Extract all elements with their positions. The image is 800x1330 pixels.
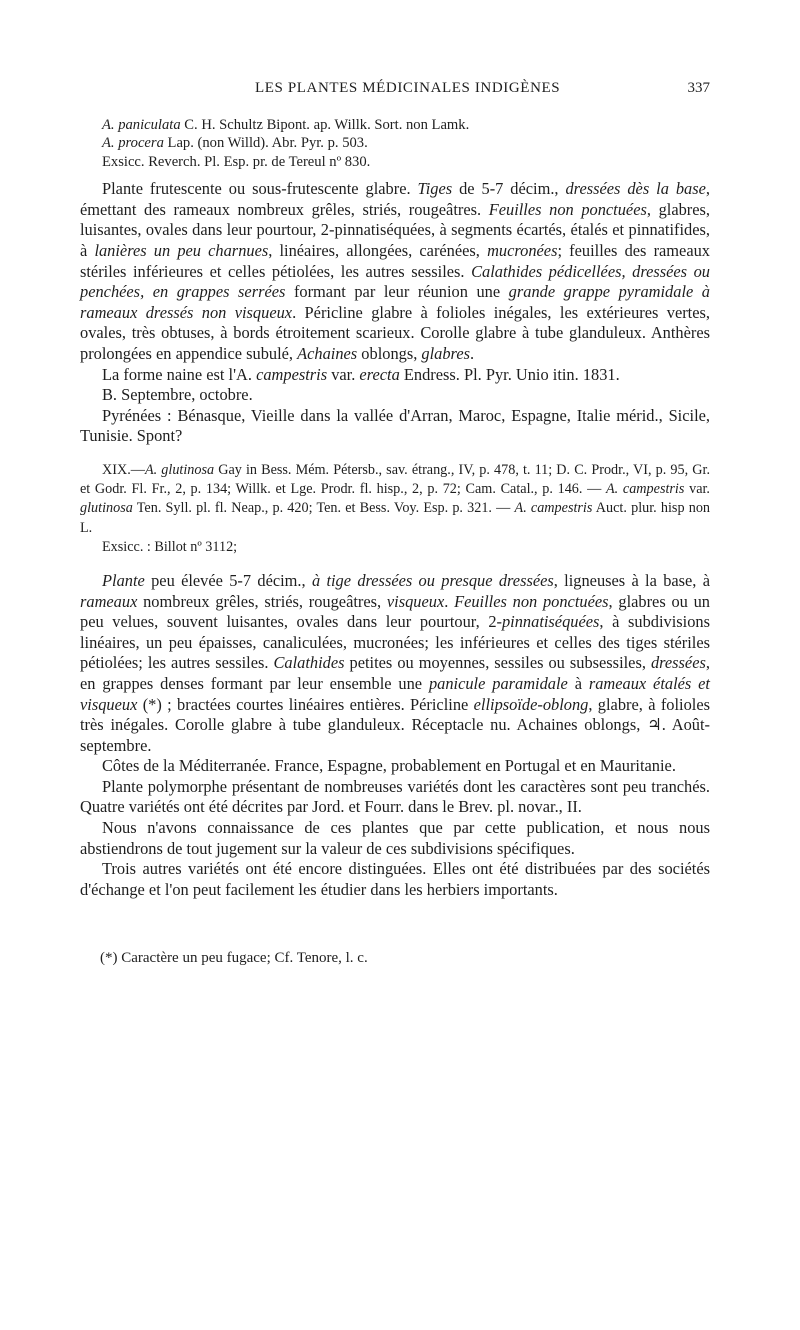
flowering-period: B. Septembre, octobre. bbox=[102, 385, 253, 405]
distribution: Pyrénées : Bénasque, Vieille dans la vallée d'Arran, Maroc, Espagne, Italie mérid., Sicile, Tunisie. Spont? bbox=[80, 405, 710, 446]
description-paragraph: Plante peu élevée 5-7 décim., à tige dressées ou presque dressées, ligneuses à la base, à rameaux nombreux grêles, striés, rougeâtres, visqueux. Feuilles non ponctuées, glabres ou un peu velues, souvent luisantes, ovales dans leur pourtour, 2-pinnatiséquées, à subdivisions linéaires, un peu épaisses, canaliculées, mucronées; les inférieures et celles des tiges stériles pétiolées; les autres sessiles. Calathides petites ou moyennes, sessiles ou subsessiles, dressées, en grappes denses formant par leur ensemble une panicule paramidale à rameaux étalés et visqueux (*) ; bractées courtes linéaires entières. Péricline ellipsoïde-oblong, glabre, à folioles très inégales. Corolle glabre à tube glanduleux. Réceptacle nu. Achaines oblongs, ♃. Août-septembre. bbox=[80, 570, 710, 755]
synonym-line bbox=[102, 116, 710, 134]
paragraph: Trois autres variétés ont été encore distinguées. Elles ont été distribuées par des sociétés d'échange et l'on peut facilement les étudier dans les herbiers importants. bbox=[80, 859, 710, 899]
page-body bbox=[80, 116, 710, 969]
exsiccata-line bbox=[102, 153, 710, 171]
footnote: (*) Caractère un peu fugace; Cf. Tenore, l. c. bbox=[100, 950, 368, 967]
synonyms-block bbox=[80, 116, 710, 171]
paragraph: Nous n'avons connaissance de ces plantes que par cette publication, et nous nous abstiendrons de tout jugement sur la valeur de ces subdivisions spécifiques. bbox=[80, 818, 710, 858]
citation: C. H. Schultz Bipont. ap. Willk. Sort. non Lamk. bbox=[180, 117, 470, 133]
exsiccata-line: Exsicc. : Billot nº 3112; bbox=[102, 538, 238, 555]
description-paragraph: Plante frutescente ou sous-frutescente glabre. Tiges de 5-7 décim., dressées dès la base, émettant des rameaux nombreux grêles, striés, rougeâtres. Feuilles non ponctuées, glabres, luisantes, ovales dans leur pourtour, 2-pinnatiséquées, à segments écartés, étalés et pinnatifides, à lanières un peu charnues, linéaires, allongées, carénées, mucronées; feuilles des rameaux stériles inférieures et celles pétiolées, les autres sessiles. Calathides pédicellées, dressées ou penchées, en grappes serrées formant par leur réunion une grande grappe pyramidale à rameaux dressés non visqueux. Péricline glabre à folioles inégales, les extérieures vertes, ovales, très obtuses, à bords étroitement scarieux. Corolle glabre à tube glanduleux. Anthères prolongées en appendice subulé, Achaines oblongs, glabres. bbox=[80, 179, 711, 363]
running-header bbox=[80, 80, 710, 102]
paragraph: Plante polymorphe présentant de nombreuses variétés dont les caractères sont peu tranchés. Quatre variétés ont été décrites par Jord. et Fourr. dans le Brev. pl. novar., II. bbox=[80, 776, 710, 817]
page-number: 337 bbox=[687, 80, 710, 96]
taxon-name: A. procera bbox=[102, 135, 164, 152]
citation: Exsicc. Reverch. Pl. Esp. pr. de Tereul nº 830. bbox=[102, 153, 371, 170]
running-title: LES PLANTES MÉDICINALES INDIGÈNES bbox=[255, 80, 561, 96]
form-note: La forme naine est l'A. campestris var. erecta Endress. Pl. Pyr. Unio itin. 1831. bbox=[102, 364, 620, 384]
distribution: Côtes de la Méditerranée. France, Espagne, probablement en Portugal et en Mauritanie. bbox=[102, 756, 676, 776]
synonym-line bbox=[102, 134, 710, 152]
citation: Lap. (non Willd). Abr. Pyr. p. 503. bbox=[163, 135, 368, 152]
taxon-name: A. paniculata bbox=[102, 117, 181, 133]
section-xix-synonymy: XIX.—A. glutinosa Gay in Bess. Mém. Pétersb., sav. étrang., IV, p. 478, t. 11; D. C. Prodr., VI, p. 95, Gr. et Godr. Fl. Fr., 2, p. 134; Willk. et Lge. Prodr. fl. hisp., 2, p. 72; Cam. Catal., p. 146. — A. campestris var. glutinosa Ten. Syll. pl. fl. Neap., p. 420; Ten. et Bess. Voy. Esp. p. 321. — A. campestris Auct. plur. hisp non L. bbox=[80, 461, 711, 536]
